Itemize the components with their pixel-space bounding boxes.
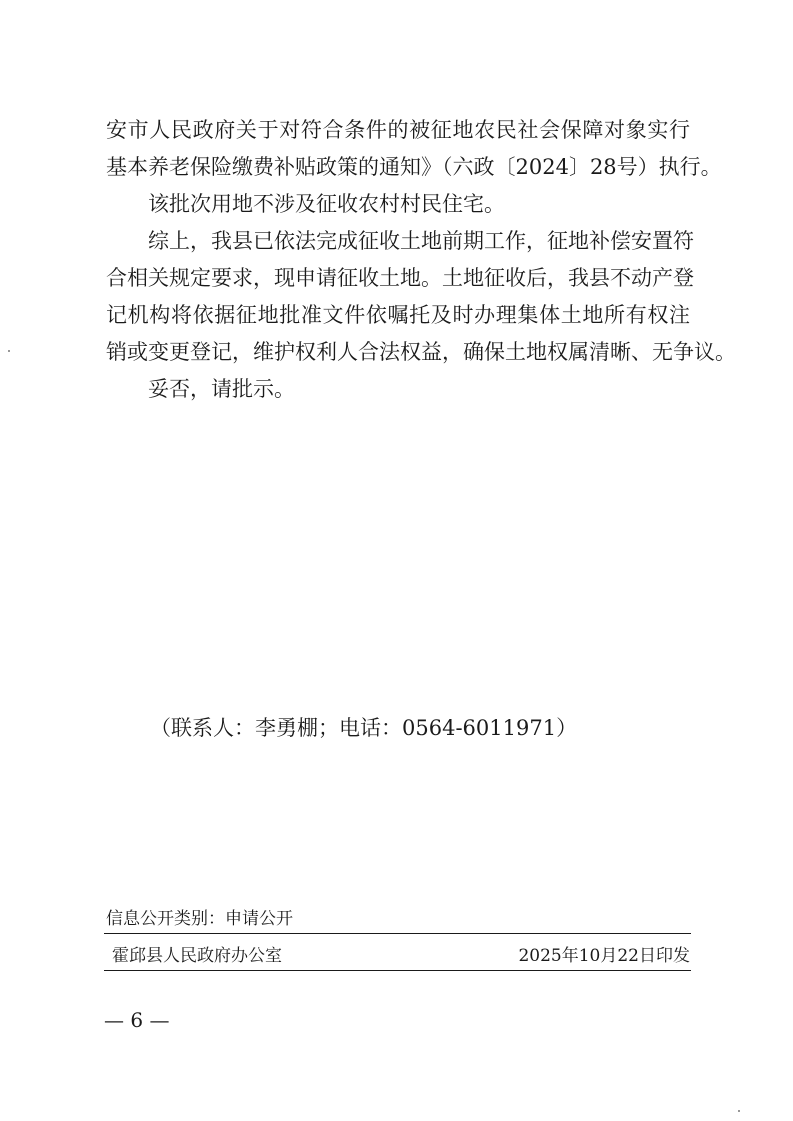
footer-bottom-rule — [104, 970, 691, 971]
scan-speck — [738, 1110, 740, 1112]
footer-top-rule — [104, 933, 691, 934]
body-line-2: 基本养老保险缴费补贴政策的通知》（六政〔2024〕28号）执行。 — [106, 155, 722, 179]
page-number: — 6 — — [104, 1008, 170, 1032]
issue-date: 2025年10月22日印发 — [518, 946, 690, 966]
body-line-5: 合相关规定要求，现申请征收土地。土地征收后，我县不动产登 — [106, 266, 694, 290]
body-line-4: 综上，我县已依法完成征收土地前期工作，征地补偿安置符 — [148, 229, 694, 253]
issuing-office: 霍邱县人民政府办公室 — [112, 946, 282, 966]
body-line-1: 安市人民政府关于对符合条件的被征地农民社会保障对象实行 — [106, 118, 690, 142]
body-line-6: 记机构将依据征地批准文件依嘱托及时办理集体土地所有权注 — [106, 303, 690, 327]
body-line-7: 销或变更登记，维护权利人合法权益，确保土地权属清晰、无争议。 — [106, 340, 736, 364]
scan-speck — [8, 350, 10, 352]
contact-info: （联系人：李勇棚；电话：0564-6011971） — [150, 716, 578, 740]
body-line-8: 妥否，请批示。 — [148, 377, 295, 401]
info-disclosure-category: 信息公开类别：申请公开 — [106, 909, 293, 929]
body-line-3: 该批次用地不涉及征收农村村民住宅。 — [148, 192, 505, 216]
